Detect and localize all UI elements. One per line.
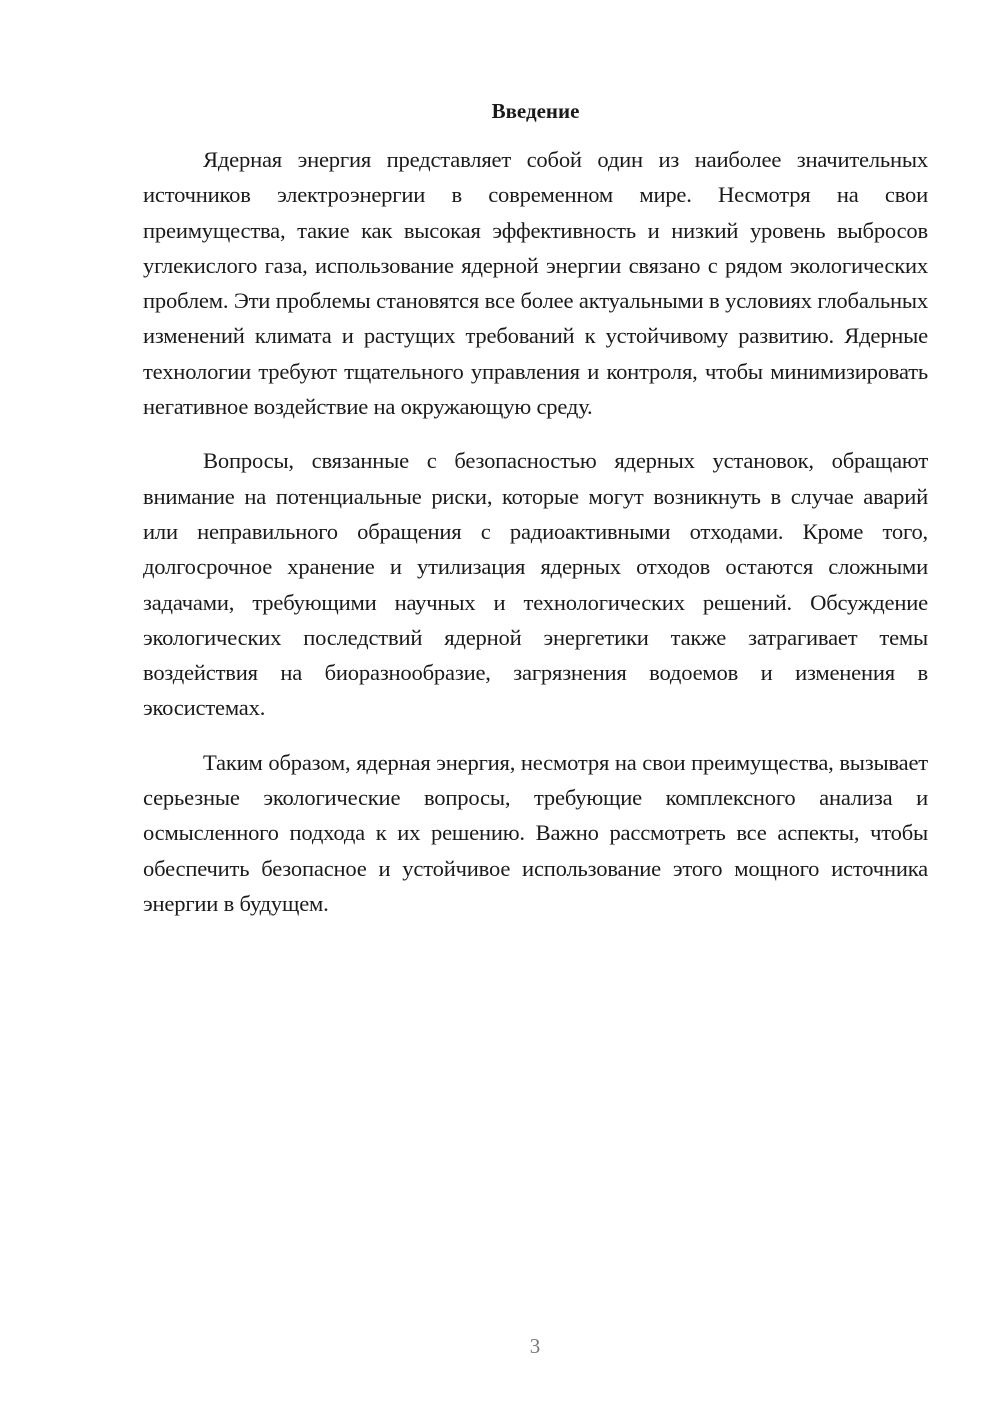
body-text	[143, 142, 928, 940]
paragraph-intro: Ядерная энергия представляет собой один из наиболее значительных источников электроэнергии в современном мире. Несмотря на свои преимущества, такие как высокая эффективность и низкий уровень выбросов углекислого газа, использование ядерной энергии связано с рядом экологических проблем. Эти проблемы становятся все более актуальными в условиях глобальных изменений климата и растущих требований к устойчивому развитию. Ядерные технологии требуют тщательного управления и контроля, чтобы минимизировать негативное воздействие на окружающую среду.	[143, 147, 928, 420]
page-number: 3	[529, 1334, 541, 1358]
paragraph-safety: Вопросы, связанные с безопасностью ядерных установок, обращают внимание на потенциальные риски, которые могут возникнуть в случае аварий или неправильного обращения с радиоактивными отходами. Кроме того, долгосрочное хранение и утилизация ядерных отходов остаются сложными задачами, требующими научных и технологических решений. Обсуждение экологических последствий ядерной энергетики также затрагивает темы воздействия на биоразнообразие, загрязнения водоемов и изменения в экосистемах.	[143, 448, 928, 721]
paragraph-conclusion: Таким образом, ядерная энергия, несмотря на свои преимущества, вызывает серьезные экологические вопросы, требующие комплексного анализа и осмысленного подхода к их решению. Важно рассмотреть все аспекты, чтобы обеспечить безопасное и устойчивое использование этого мощного источника энергии в будущем.	[143, 749, 928, 916]
section-heading: Введение	[491, 99, 580, 123]
